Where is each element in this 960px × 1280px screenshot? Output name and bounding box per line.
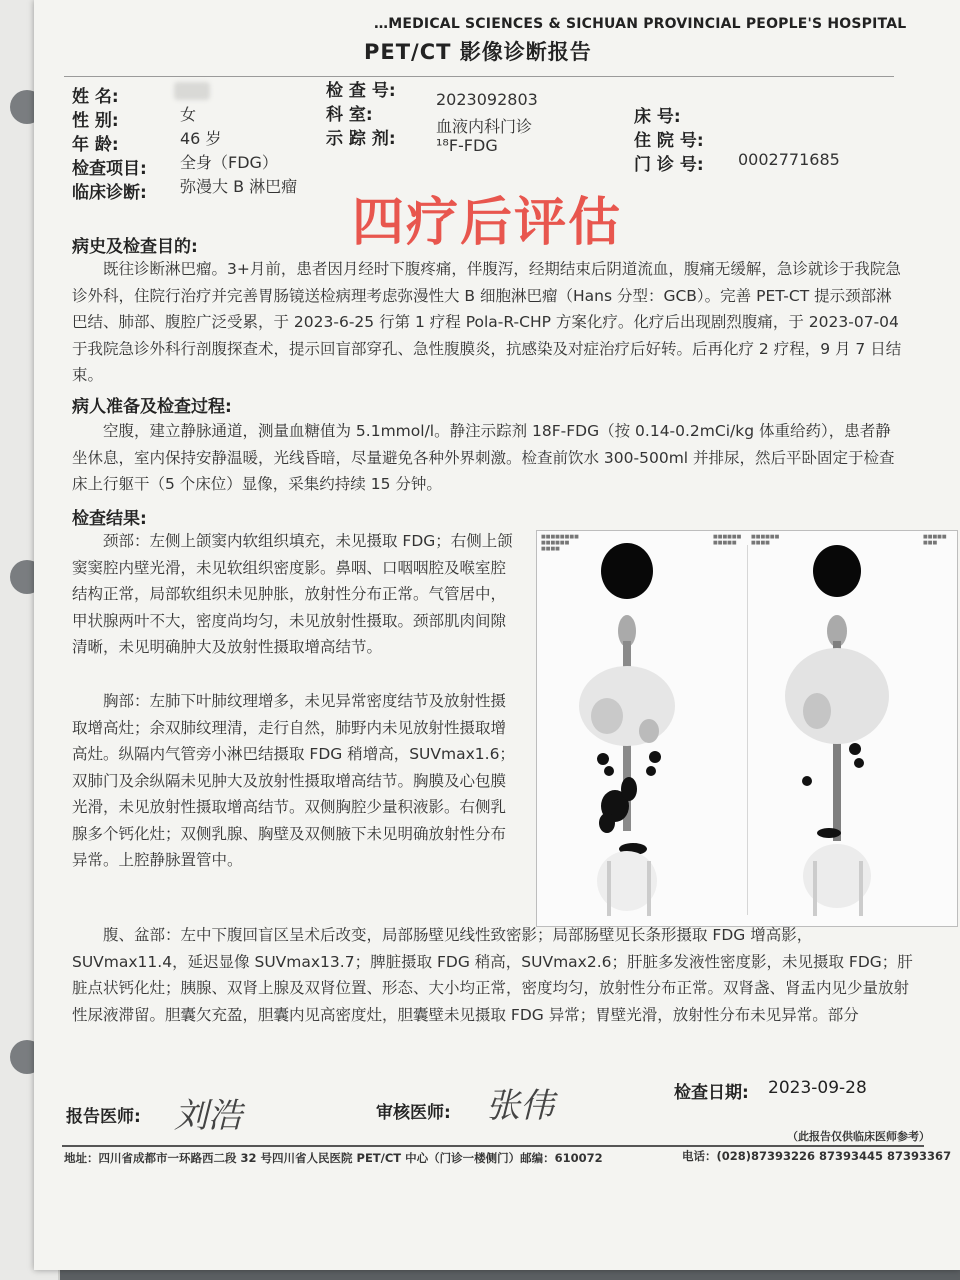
- tracer-label: 示 踪 剂:: [326, 129, 396, 149]
- results-chest-text: 胸部：左肺下叶肺纹理增多，未见异常密度结节及放射性摄取增高灶；余双肺纹理清，走行自然，肺野内未见放射性摄取增高灶。纵隔内气管旁小淋巴结摄取 FDG 稍增高，SUVmax1.6；双肺门及余纵隔未见肿大及放射性摄取增高结节。胸膜及心包膜光滑，未见放射性摄取增高结节。双侧胸腔少量积液影。右侧乳腺多个钙化灶；双侧乳腺、胸壁及双侧腋下未见明确放射性分布异常。上腔静脉置管中。: [72, 692, 515, 869]
- outpatient-label: 门 诊 号:: [634, 155, 704, 175]
- report-doctor-signature: 刘浩: [174, 1096, 242, 1136]
- results-neck-text: 颈部：左侧上颌窦内软组织填充，未见摄取 FDG；右侧上颌窦窦腔内壁光滑，未见软组织密度影。鼻咽、口咽咽腔及喉室腔结构正常，局部软组织未见肿胀，放射性分布正常。气管居中，甲状腺两叶不大，密度尚均匀，未见放射性摄取。颈部肌肉间隙清晰，未见明确肿大及放射性摄取增高结节。: [72, 532, 513, 656]
- hospital-name: …MEDICAL SCIENCES & SICHUAN PROVINCIAL PEOPLE'S HOSPITAL: [374, 16, 907, 32]
- age-value: 46 岁: [180, 129, 222, 148]
- name-label: 姓 名:: [72, 87, 119, 107]
- results-title: 检查结果:: [72, 509, 147, 529]
- name-value-redacted: [174, 80, 210, 100]
- handwritten-stamp: 四疗后评估: [352, 193, 623, 253]
- results-abdomen-text: 腹、盆部：左中下腹回盲区呈术后改变，局部肠壁见线性致密影；局部肠壁见长条形摄取 FDG 增高影，SUVmax11.4，延迟显像 SUVmax13.7；脾脏摄取 FDG 稍高，SUVmax2.6；肝脏多发液性密度影，未见摄取 FDG；肝脏点状钙化灶；胰腺、双肾上腺及双肾位置、形态、大小均正常，密度均匀，放射性分布正常。双肾盏、肾盂内见少量放射性尿液滞留。胆囊欠充盈，胆囊内见高密度灶，胆囊壁未见摄取 FDG 异常；胃壁光滑，放射性分布未见异常。部分: [72, 926, 913, 1024]
- prep-title: 病人准备及检查过程:: [72, 397, 232, 417]
- footer-divider: [62, 1145, 924, 1147]
- report-page: [34, 0, 960, 1270]
- header-divider: [64, 76, 894, 77]
- exam-no-label: 检 查 号:: [326, 81, 396, 101]
- exam-date-label: 检查日期:: [674, 1083, 749, 1103]
- disclaimer-note: （此报告仅供临床医师参考）: [787, 1130, 930, 1143]
- department-value: 血液内科门诊: [436, 117, 533, 136]
- review-doctor-signature: 张伟: [486, 1086, 554, 1126]
- tracer-value: ¹⁸F-FDG: [436, 136, 498, 155]
- hospital-address: 地址：四川省成都市一环路西二段 32 号四川省人民医院 PET/CT 中心（门诊一楼侧门）邮编：610072: [64, 1151, 603, 1165]
- exam-item-label: 检查项目:: [72, 159, 147, 179]
- department-label: 科 室:: [326, 105, 373, 125]
- outpatient-value: 0002771685: [738, 150, 840, 169]
- gender-label: 性 别:: [72, 111, 119, 131]
- pet-mip-image: ■■■■■■■■ ■■■■■■ ■■■■ ■■■■■■ ■■■■■ ■■■■■■ ■■■■ ■■■■■ ■■■: [536, 530, 958, 927]
- inpatient-label: 住 院 号:: [634, 131, 704, 151]
- gender-value: 女: [180, 105, 197, 124]
- history-title: 病史及检查目的:: [72, 237, 198, 257]
- diagnosis-label: 临床诊断:: [72, 183, 147, 203]
- review-doctor-label: 审核医师:: [376, 1103, 451, 1123]
- mip-lateral: [785, 545, 889, 916]
- exam-no-value: 2023092803: [436, 90, 538, 109]
- prep-text: 空腹，建立静脉通道，测量血糖值为 5.1mmol/l。静注示踪剂 18F-FDG（按 0.14-0.2mCi/kg 体重给药），患者静坐休息，室内保持安静温暖，光线昏暗，尽量避免各种外界刺激。检查前饮水 300-500ml 并排尿，然后平卧固定于检查床上行躯干（5 个床位）显像，采集约持续 15 分钟。: [72, 422, 895, 493]
- exam-date-value: 2023-09-28: [768, 1078, 867, 1098]
- age-label: 年 龄:: [72, 135, 119, 155]
- report-doctor-label: 报告医师:: [66, 1107, 141, 1127]
- hospital-phone: 电话：(028)87393226 87393445 87393367: [682, 1149, 952, 1163]
- history-text: 既往诊断淋巴瘤。3+月前，患者因月经时下腹疼痛，伴腹泻，经期结束后阴道流血，腹痛无缓解，急诊就诊于我院急诊外科，住院行治疗并完善胃肠镜送检病理考虑弥漫性大 B 细胞淋巴瘤（Hans 分型：GCB）。完善 PET-CT 提示颈部淋巴结、肺部、腹腔广泛受累，于 2023-6-25 行第 1 疗程 Pola-R-CHP 方案化疗。化疗后出现剧烈腹痛，于 2023-07-04 于我院急诊外科行剖腹探查术，提示回盲部穿孔、急性腹膜炎，抗感染及对症治疗后好转。后再化疗 2 疗程，9 月 7 日结束。: [72, 260, 902, 384]
- mip-anterior: [579, 543, 675, 916]
- bed-label: 床 号:: [634, 107, 681, 127]
- diagnosis-value: 弥漫大 B 淋巴瘤: [180, 177, 298, 196]
- exam-item-value: 全身（FDG）: [180, 153, 278, 172]
- report-title: PET/CT 影像诊断报告: [364, 40, 592, 64]
